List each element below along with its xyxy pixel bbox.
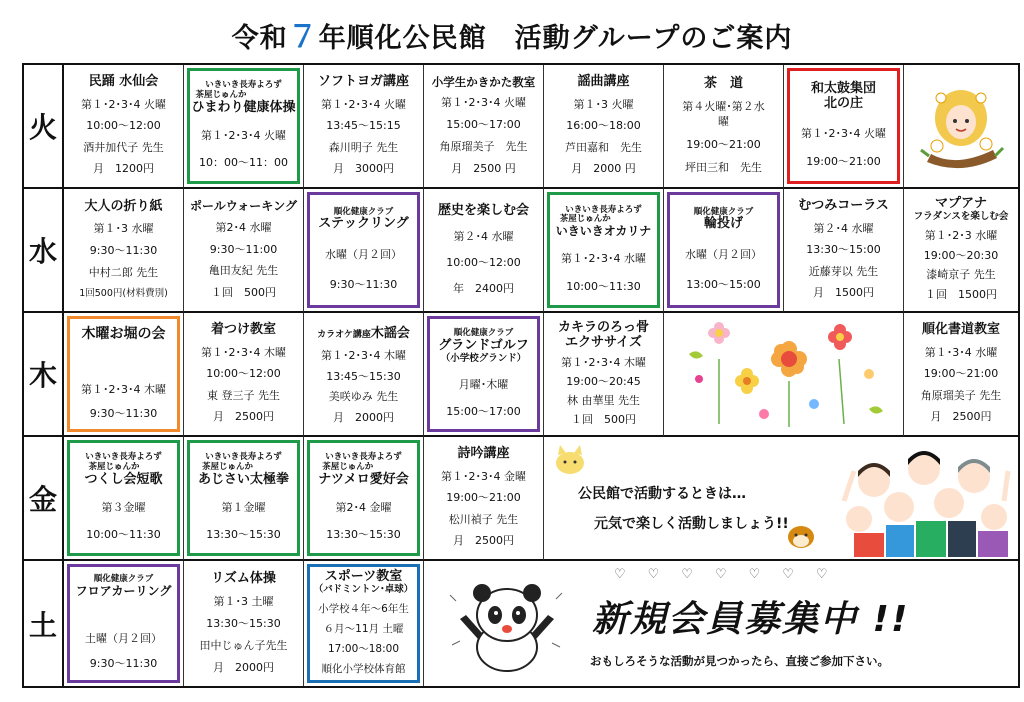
day-label-thu: 木 [24,313,64,437]
group-name: ソフトヨガ講座 [317,74,409,90]
schedule-time: 19:00～21:00 [686,137,761,151]
schedule-time: 13:00～15:00 [686,278,761,292]
teacher: 漆崎京子 先生 [926,268,996,282]
teacher: 美咲ゆみ 先生 [328,390,399,404]
schedule-time: 17:00～18:00 [327,642,400,655]
schedule-time: 10:00～12:00 [446,256,521,270]
schedule-time: 13:30～15:00 [806,243,881,257]
schedule-day: 第１･2･3･4 火曜 [201,128,286,142]
schedule-day: 第１･2･3･4 火曜 [441,96,526,110]
fee: 月 3000円 [333,162,394,176]
group-name: 詩吟講座 [457,446,510,462]
group-cell [904,189,1018,313]
fee: 月 2000円 [213,660,274,674]
group-tag: いきいき長寿よろず [205,80,282,91]
group-name: 和太鼓集団 [810,81,876,97]
group-cell [544,313,664,437]
group-cell [64,65,184,189]
schedule-time: 19:00～20:30 [923,248,999,262]
target-grade: 小学校４年～6年生 [318,602,409,615]
schedule-time: 13:30～15:30 [206,528,281,542]
title-text: 年順化公民館 活動グループのご案内 [318,23,793,54]
group-name: つくし会短歌 [84,471,163,487]
group-tag: 順化健康クラブ [333,206,394,217]
group-name: マプアナ [934,196,987,212]
group-cell [544,189,664,313]
fairy-girl-illustration [911,76,1011,176]
group-cell [304,313,424,437]
fee: 月 1200円 [93,162,154,176]
group-cell [784,65,904,189]
group-name: グランドゴルフ [438,337,529,353]
schedule-day: 第１･2･3･4 木曜 [561,355,646,369]
group-name: むつみコーラス [798,198,889,214]
teacher: 芦田嘉和 先生 [565,140,642,154]
fee: 月 2500円 [213,410,274,424]
title-era: 令和 [231,23,288,54]
group-tag: 茶屋じゅんか [88,462,140,472]
group-sub: （バドミントン･卓球） [313,584,414,596]
schedule-time: 13:30～15:30 [206,616,281,630]
teacher: 中村二郎 先生 [88,266,159,280]
schedule-time: 19:00～21:00 [446,491,521,505]
teacher: 酒井加代子 先生 [83,140,164,154]
recruitment-banner [424,561,1018,686]
teacher: 角原瑠美子 先生 [439,140,528,154]
fee: 年 2400円 [453,282,514,296]
group-name: ステックリング [318,216,409,232]
schedule-day: 第１･3 水曜 [93,222,154,236]
group-cell [64,313,184,437]
group-name: 歴史を楽しむ会 [437,202,529,218]
schedule-day: 第１･2･3･4 木曜 [81,382,166,396]
cat-illustration [550,443,590,477]
teacher: 林 由華里 先生 [567,393,640,407]
day-label-sat: 土 [24,561,64,686]
schedule-day: 月曜･木曜 [458,377,509,391]
fee: １回 500円 [571,412,636,426]
schedule-day: 土曜（月２回） [85,631,162,645]
group-name: 茶 道 [703,75,743,91]
schedule-day: 第１･2･3･4 火曜 [81,97,166,111]
schedule-time: 9:30～11:30 [89,407,158,421]
group-cell [424,189,544,313]
venue: 順化小学校体育館 [321,662,406,675]
schedule-time: 9:30～11:30 [89,244,158,258]
group-cell [664,65,784,189]
group-cell [184,189,304,313]
teacher: 東 登三子 先生 [207,388,280,402]
schedule-day: 第１･2･3･4 火曜 [321,97,406,111]
schedule-time: 10:00～12:00 [206,367,281,381]
schedule-time: 19:00～21:00 [806,155,881,169]
fee: 月 1500円 [813,286,874,300]
banner-line-1: 公民館で活動するときは… [578,486,746,502]
schedule-day: 第１･3･4 水曜 [924,345,998,359]
schedule-day: 第１･2･3･4 木曜 [201,345,286,359]
group-name: 順化書道教室 [921,322,1000,338]
group-tag: 茶屋じゅんか [559,214,611,225]
group-cell [904,313,1018,437]
group-tag: いきいき長寿よろず [325,452,402,463]
group-tag: 順化健康クラブ [693,206,754,217]
group-cell [304,65,424,189]
group-cell [424,313,544,437]
schedule-day: 第３金曜 [101,500,146,514]
group-name: ひまわり健康体操 [191,99,296,115]
teacher: 森川明子 先生 [328,140,399,154]
schedule-day: 第１金曜 [221,500,266,514]
day-label-fri: 金 [24,437,64,561]
group-name: 民踊 水仙会 [88,74,159,90]
schedule-time: 13:45～15:15 [326,119,401,133]
schedule-day: 水曜（月２回） [325,248,402,262]
group-cell [304,437,424,561]
group-name: フロアカーリング [75,584,172,599]
group-cell [304,189,424,313]
schedule-time: 15:00～17:00 [446,404,521,418]
fee: 月 2500円 [453,534,514,548]
schedule-table [22,63,1020,688]
schedule-time: 10:00～11:30 [86,528,161,542]
group-name: ポールウォーキング [190,198,297,213]
teacher: 松川禎子 先生 [448,512,519,526]
group-tag: 順化健康クラブ [93,574,154,585]
schedule-time: 19:00～20:45 [566,374,641,388]
recruitment-subtext: おもしろそうな活動が見つかったら、直接ご参加下さい。 [590,654,889,668]
group-name: 着つけ教室 [210,322,276,338]
schedule-day: 第２･4 水曜 [453,230,514,244]
fee: 月 2000円 [333,411,394,425]
group-cell [544,65,664,189]
fee: １回 1500円 [925,288,997,302]
group-name: リズム体操 [211,570,276,586]
group-cell [424,437,544,561]
group-tag: 茶屋じゅんか [322,462,374,472]
page-title [0,12,1024,56]
schedule-day: 第１･2･3 水曜 [924,228,998,242]
panda-illustration [442,575,572,675]
group-name-2: 北の庄 [823,96,863,112]
group-prefix: カラオケ講座 [317,330,371,341]
group-cell [784,189,904,313]
flowers-cell [664,313,904,437]
hearts-decoration: ♡♡♡♡♡♡♡ [614,567,850,582]
schedule-day: 第2･4 水曜 [215,220,272,234]
group-cell [424,65,544,189]
schedule-time: 13:30～15:30 [326,528,401,542]
group-name: 謡曲講座 [577,74,630,90]
schedule-day: 第１･2･3･4 木曜 [321,348,406,362]
flowers-illustration [669,319,899,429]
group-cell [304,561,424,686]
schedule-day: 第１･3 土曜 [213,594,274,608]
group-name: スポーツ教室 [324,569,403,585]
group-tag: 茶屋じゅんか [201,462,253,472]
schedule-time: 10：00～11：00 [199,156,288,170]
schedule-day-cont: 曜 [718,114,729,128]
schedule-time: 15:00～17:00 [446,118,521,132]
schedule-time: 13:45～15:30 [326,369,401,383]
group-name: ナツメロ愛好会 [318,471,409,487]
group-name-2: フラダンスを楽しむ会 [913,211,1009,223]
schedule-day: 第１･2･3･4 火曜 [801,126,886,140]
teacher: 亀田友紀 先生 [208,264,279,278]
activity-message-banner [544,437,1018,561]
group-tag: いきいき長寿よろず [565,204,642,215]
schedule-time: 9:30～11:30 [89,657,158,671]
schedule-day: 第２･4 水曜 [813,221,874,235]
illustration-cell [904,65,1018,189]
schedule-time: 16:00～18:00 [566,119,641,133]
schedule-day: 水曜（月２回） [685,248,762,262]
group-cell [664,189,784,313]
schedule-time: 10:00～11:30 [566,280,641,294]
group-cell [64,561,184,686]
group-name: 木謡会 [370,326,410,342]
group-tag: いきいき長寿よろず [85,452,162,463]
fee: １回 500円 [211,286,276,300]
teacher: 坪田三和 先生 [685,160,762,174]
schedule-day: 第１･3 火曜 [573,97,634,111]
group-name: 大人の折り紙 [84,198,163,214]
group-cell [64,437,184,561]
dog-illustration [784,519,818,551]
schedule-day: ６月～11月 土曜 [323,622,404,635]
day-label-wed: 水 [24,189,64,313]
fee: 月 2500円 [930,410,992,424]
group-name: あじさい太極拳 [197,471,289,487]
teacher: 田中じゅん子先生 [199,638,288,652]
group-name: カキラのろっ骨 [557,319,649,335]
schedule-time: 19:00～21:00 [923,367,999,381]
group-name: いきいきオカリナ [555,224,652,239]
title-year: ７ [287,20,319,55]
teacher: 近藤芽以 先生 [808,264,879,278]
group-sub: （小学校グランド） [440,352,527,364]
group-name-2: エクササイズ [565,334,642,350]
schedule-day: 第４火曜･第２水 [682,100,765,114]
schedule-time: 9:30～11:00 [209,242,278,256]
schedule-time: 9:30～11:30 [329,278,398,292]
fee: 月 2000 円 [571,162,636,176]
group-name: 小学生かきかた教室 [431,74,536,89]
group-name: 木曜お堀の会 [81,326,166,343]
day-label-tue: 火 [24,65,64,189]
cheering-people-illustration [834,441,1014,557]
group-tag: いきいき長寿よろず [205,452,282,463]
recruitment-headline: 新規会員募集中 !! [592,599,910,640]
teacher: 角原瑠美子 先生 [920,388,1002,402]
group-tag: 茶屋じゅんか [195,90,247,100]
group-cell [184,561,304,686]
group-cell [64,189,184,313]
group-cell [184,65,304,189]
schedule-day: 第2･4 金曜 [335,500,392,514]
schedule-day: 第１･2･3･4 水曜 [561,252,646,266]
group-name: 輪投げ [703,216,743,232]
banner-line-2: 元気で楽しく活動しましょう!! [594,516,789,532]
fee: 1回500円(材料費別) [79,287,168,299]
schedule-day: 第１･2･3･4 金曜 [441,469,526,483]
group-tag: 順化健康クラブ [453,327,514,338]
group-cell [184,313,304,437]
group-cell [184,437,304,561]
schedule-time: 10:00～12:00 [86,119,161,133]
fee: 月 2500 円 [451,162,516,176]
